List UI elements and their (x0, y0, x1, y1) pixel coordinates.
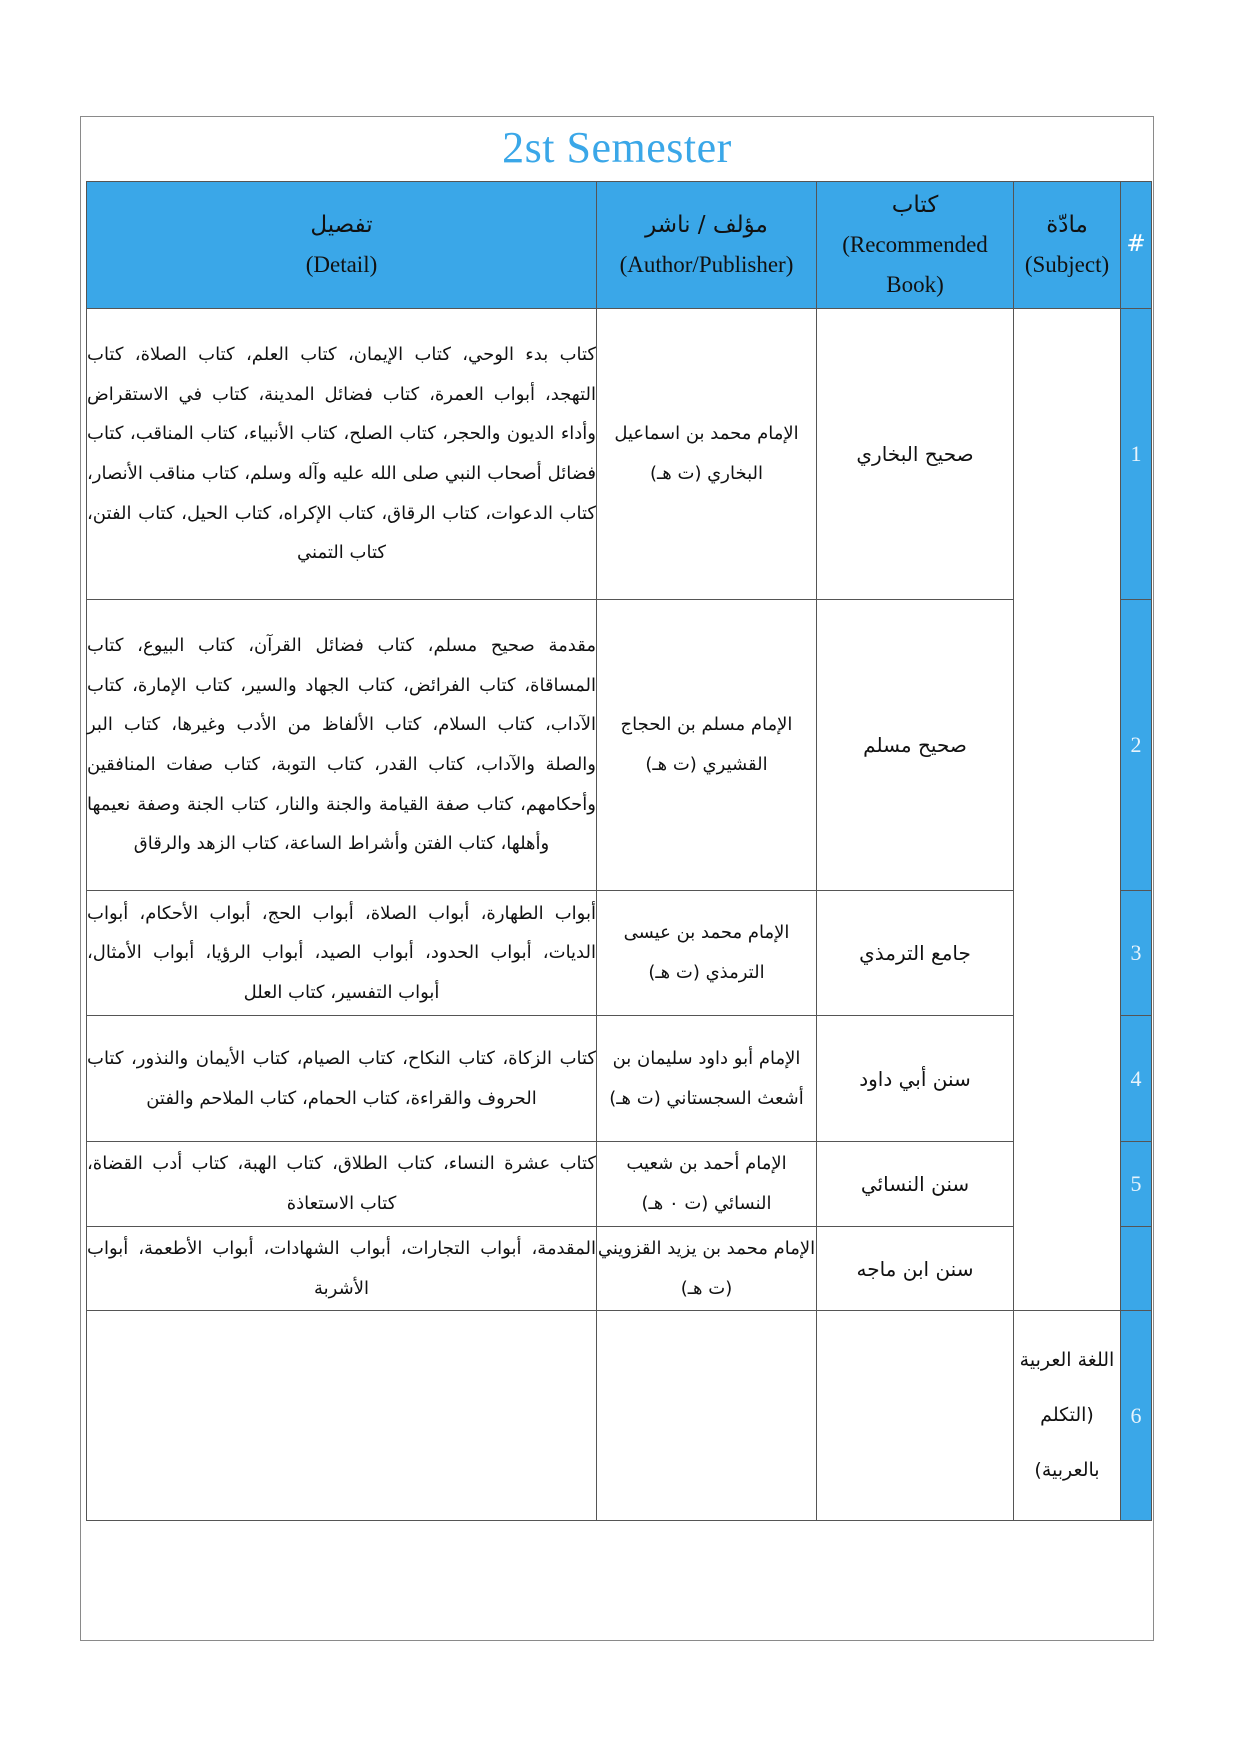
detail-cell: كتاب عشرة النساء، كتاب الطلاق، كتاب الهبة، كتاب أدب القضاة، كتاب الاستعاذة (87, 1142, 597, 1227)
book-cell: صحيح البخاري (817, 309, 1014, 600)
row-number: 3 (1121, 891, 1152, 1016)
book-cell: جامع الترمذي (817, 891, 1014, 1016)
row-number: 6 (1121, 1311, 1152, 1521)
detail-cell-empty (87, 1311, 597, 1521)
header-book: كتاب (Recommended Book) (817, 182, 1014, 309)
table-row (87, 891, 1152, 1016)
table-header-row (87, 182, 1152, 309)
row-number: 5 (1121, 1142, 1152, 1227)
table-row (87, 1311, 1152, 1521)
page-title: 2st Semester (502, 123, 732, 172)
header-subject: مادّة (Subject) (1014, 182, 1121, 309)
table-row (87, 1227, 1152, 1311)
book-cell-empty (817, 1311, 1014, 1521)
header-number: # (1121, 182, 1152, 309)
book-cell: صحيح مسلم (817, 600, 1014, 891)
book-cell: سنن ابن ماجه (817, 1227, 1014, 1311)
table-row (87, 1142, 1152, 1227)
author-cell: الإمام أبو داود سليمان بن أشعث السجستاني (ت هـ) (597, 1016, 817, 1142)
author-cell: الإمام مسلم بن الحجاج القشيري (ت هـ) (597, 600, 817, 891)
author-cell-empty (597, 1311, 817, 1521)
row-number: 1 (1121, 309, 1152, 600)
detail-cell: المقدمة، أبواب التجارات، أبواب الشهادات، أبواب الأطعمة، أبواب الأشربة (87, 1227, 597, 1311)
header-detail: تفصيل (Detail) (87, 182, 597, 309)
row-number (1121, 1227, 1152, 1311)
book-cell: سنن النسائي (817, 1142, 1014, 1227)
detail-cell: أبواب الطهارة، أبواب الصلاة، أبواب الحج، أبواب الأحكام، أبواب الديات، أبواب الحدود، أبواب الصيد، أبواب الرؤيا، أبواب الأمثال، أبواب التفسير، كتاب العلل (87, 891, 597, 1016)
header-author: مؤلف / ناشر (Author/Publisher) (597, 182, 817, 309)
table-row (87, 600, 1152, 891)
row-number: 4 (1121, 1016, 1152, 1142)
author-cell: الإمام محمد بن اسماعيل البخاري (ت هـ) (597, 309, 817, 600)
author-cell: الإمام أحمد بن شعيب النسائي (ت ٠ هـ) (597, 1142, 817, 1227)
detail-cell: مقدمة صحيح مسلم، كتاب فضائل القرآن، كتاب البيوع، كتاب المساقاة، كتاب الفرائض، كتاب الجهاد والسير، كتاب الإمارة، كتاب الآداب، كتاب السلام، كتاب الألفاظ من الأدب وغيرها، كتاب البر والصلة والآداب، كتاب القدر، كتاب التوبة، كتاب صفات المنافقين وأحكامهم، كتاب صفة القيامة والجنة والنار، كتاب الجنة وصفة نعيمها وأهلها، كتاب الفتن وأشراط الساعة، كتاب الزهد والرقاق (87, 600, 597, 891)
subject-cell (1014, 309, 1121, 1311)
table-row (87, 309, 1152, 600)
row-number: 2 (1121, 600, 1152, 891)
detail-cell: كتاب الزكاة، كتاب النكاح، كتاب الصيام، كتاب الأيمان والنذور، كتاب الحروف والقراءة، كتاب الحمام، كتاب الملاحم والفتن (87, 1016, 597, 1142)
author-cell: الإمام محمد بن يزيد القزويني (ت هـ) (597, 1227, 817, 1311)
book-cell: سنن أبي داود (817, 1016, 1014, 1142)
table-row (87, 1016, 1152, 1142)
curriculum-table (86, 181, 1152, 1521)
author-cell: الإمام محمد بن عيسى الترمذي (ت هـ) (597, 891, 817, 1016)
detail-cell: كتاب بدء الوحي، كتاب الإيمان، كتاب العلم، كتاب الصلاة، كتاب التهجد، أبواب العمرة، كتاب فضائل المدينة، كتاب في الاستقراض وأداء الديون والحجر، كتاب الصلح، كتاب الأنبياء، كتاب المناقب، كتاب فضائل أصحاب النبي صلى الله عليه وآله وسلم، كتاب مناقب الأنصار، كتاب الدعوات، كتاب الرقاق، كتاب الإكراه، كتاب الحيل، كتاب الفتن، كتاب التمني (87, 309, 597, 600)
subject-cell: اللغة العربية (التكلم بالعربية) (1014, 1311, 1121, 1521)
